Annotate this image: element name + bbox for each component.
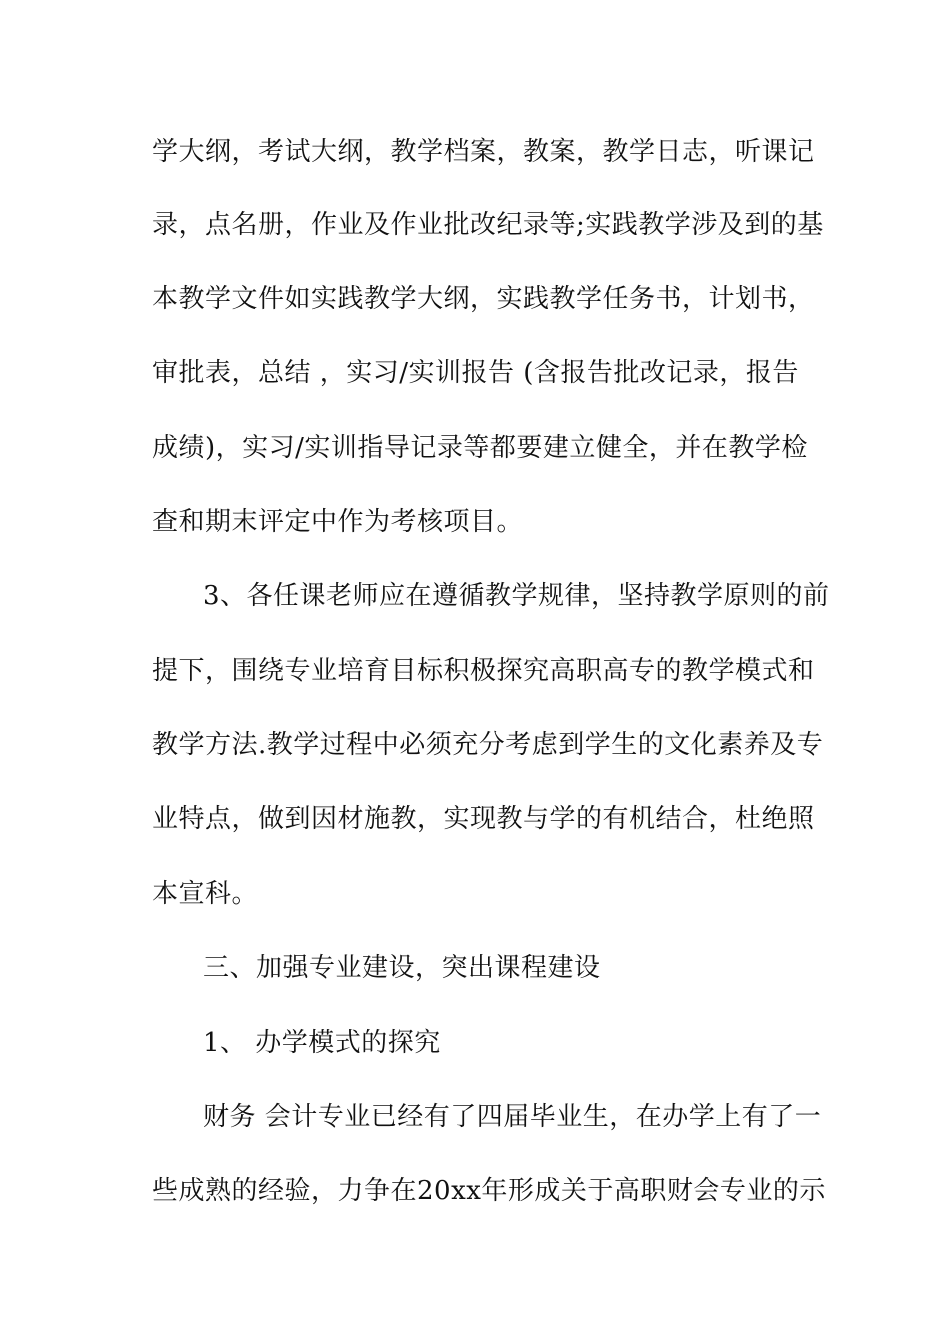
paragraph-line: 成绩)，实习/实训指导记录等都要建立健全，并在教学检	[152, 433, 808, 463]
paragraph-line: 本教学文件如实践教学大纲，实践教学任务书，计划书，	[152, 284, 815, 314]
section-heading: 三、加强专业建设，突出课程建设	[203, 953, 601, 983]
subsection-heading: 1、 办学模式的探究	[203, 1028, 441, 1058]
paragraph-line: 业特点，做到因材施教，实现教与学的有机结合，杜绝照	[152, 804, 815, 834]
paragraph-line: 财务 会计专业已经有了四届毕业生，在办学上有了一	[203, 1102, 822, 1132]
paragraph-line: 提下，围绕专业培育目标积极探究高职高专的教学模式和	[152, 656, 815, 686]
paragraph-line: 查和期末评定中作为考核项目。	[152, 507, 524, 537]
paragraph-line: 些成熟的经验，力争在20xx年形成关于高职财会专业的示	[152, 1176, 826, 1206]
paragraph-line: 教学方法.教学过程中必须充分考虑到学生的文化素养及专	[152, 730, 824, 760]
paragraph-line: 审批表，总结 ，实习/实训报告 (含报告批改记录，报告	[152, 358, 799, 388]
paragraph-line: 录，点名册，作业及作业批改纪录等;实践教学涉及到的基	[152, 210, 824, 240]
paragraph-line: 3、各任课老师应在遵循教学规律，坚持教学原则的前	[203, 581, 830, 611]
paragraph-line: 本宣科。	[152, 879, 259, 909]
paragraph-line: 学大纲，考试大纲，教学档案，教案，教学日志，听课记	[152, 137, 815, 167]
